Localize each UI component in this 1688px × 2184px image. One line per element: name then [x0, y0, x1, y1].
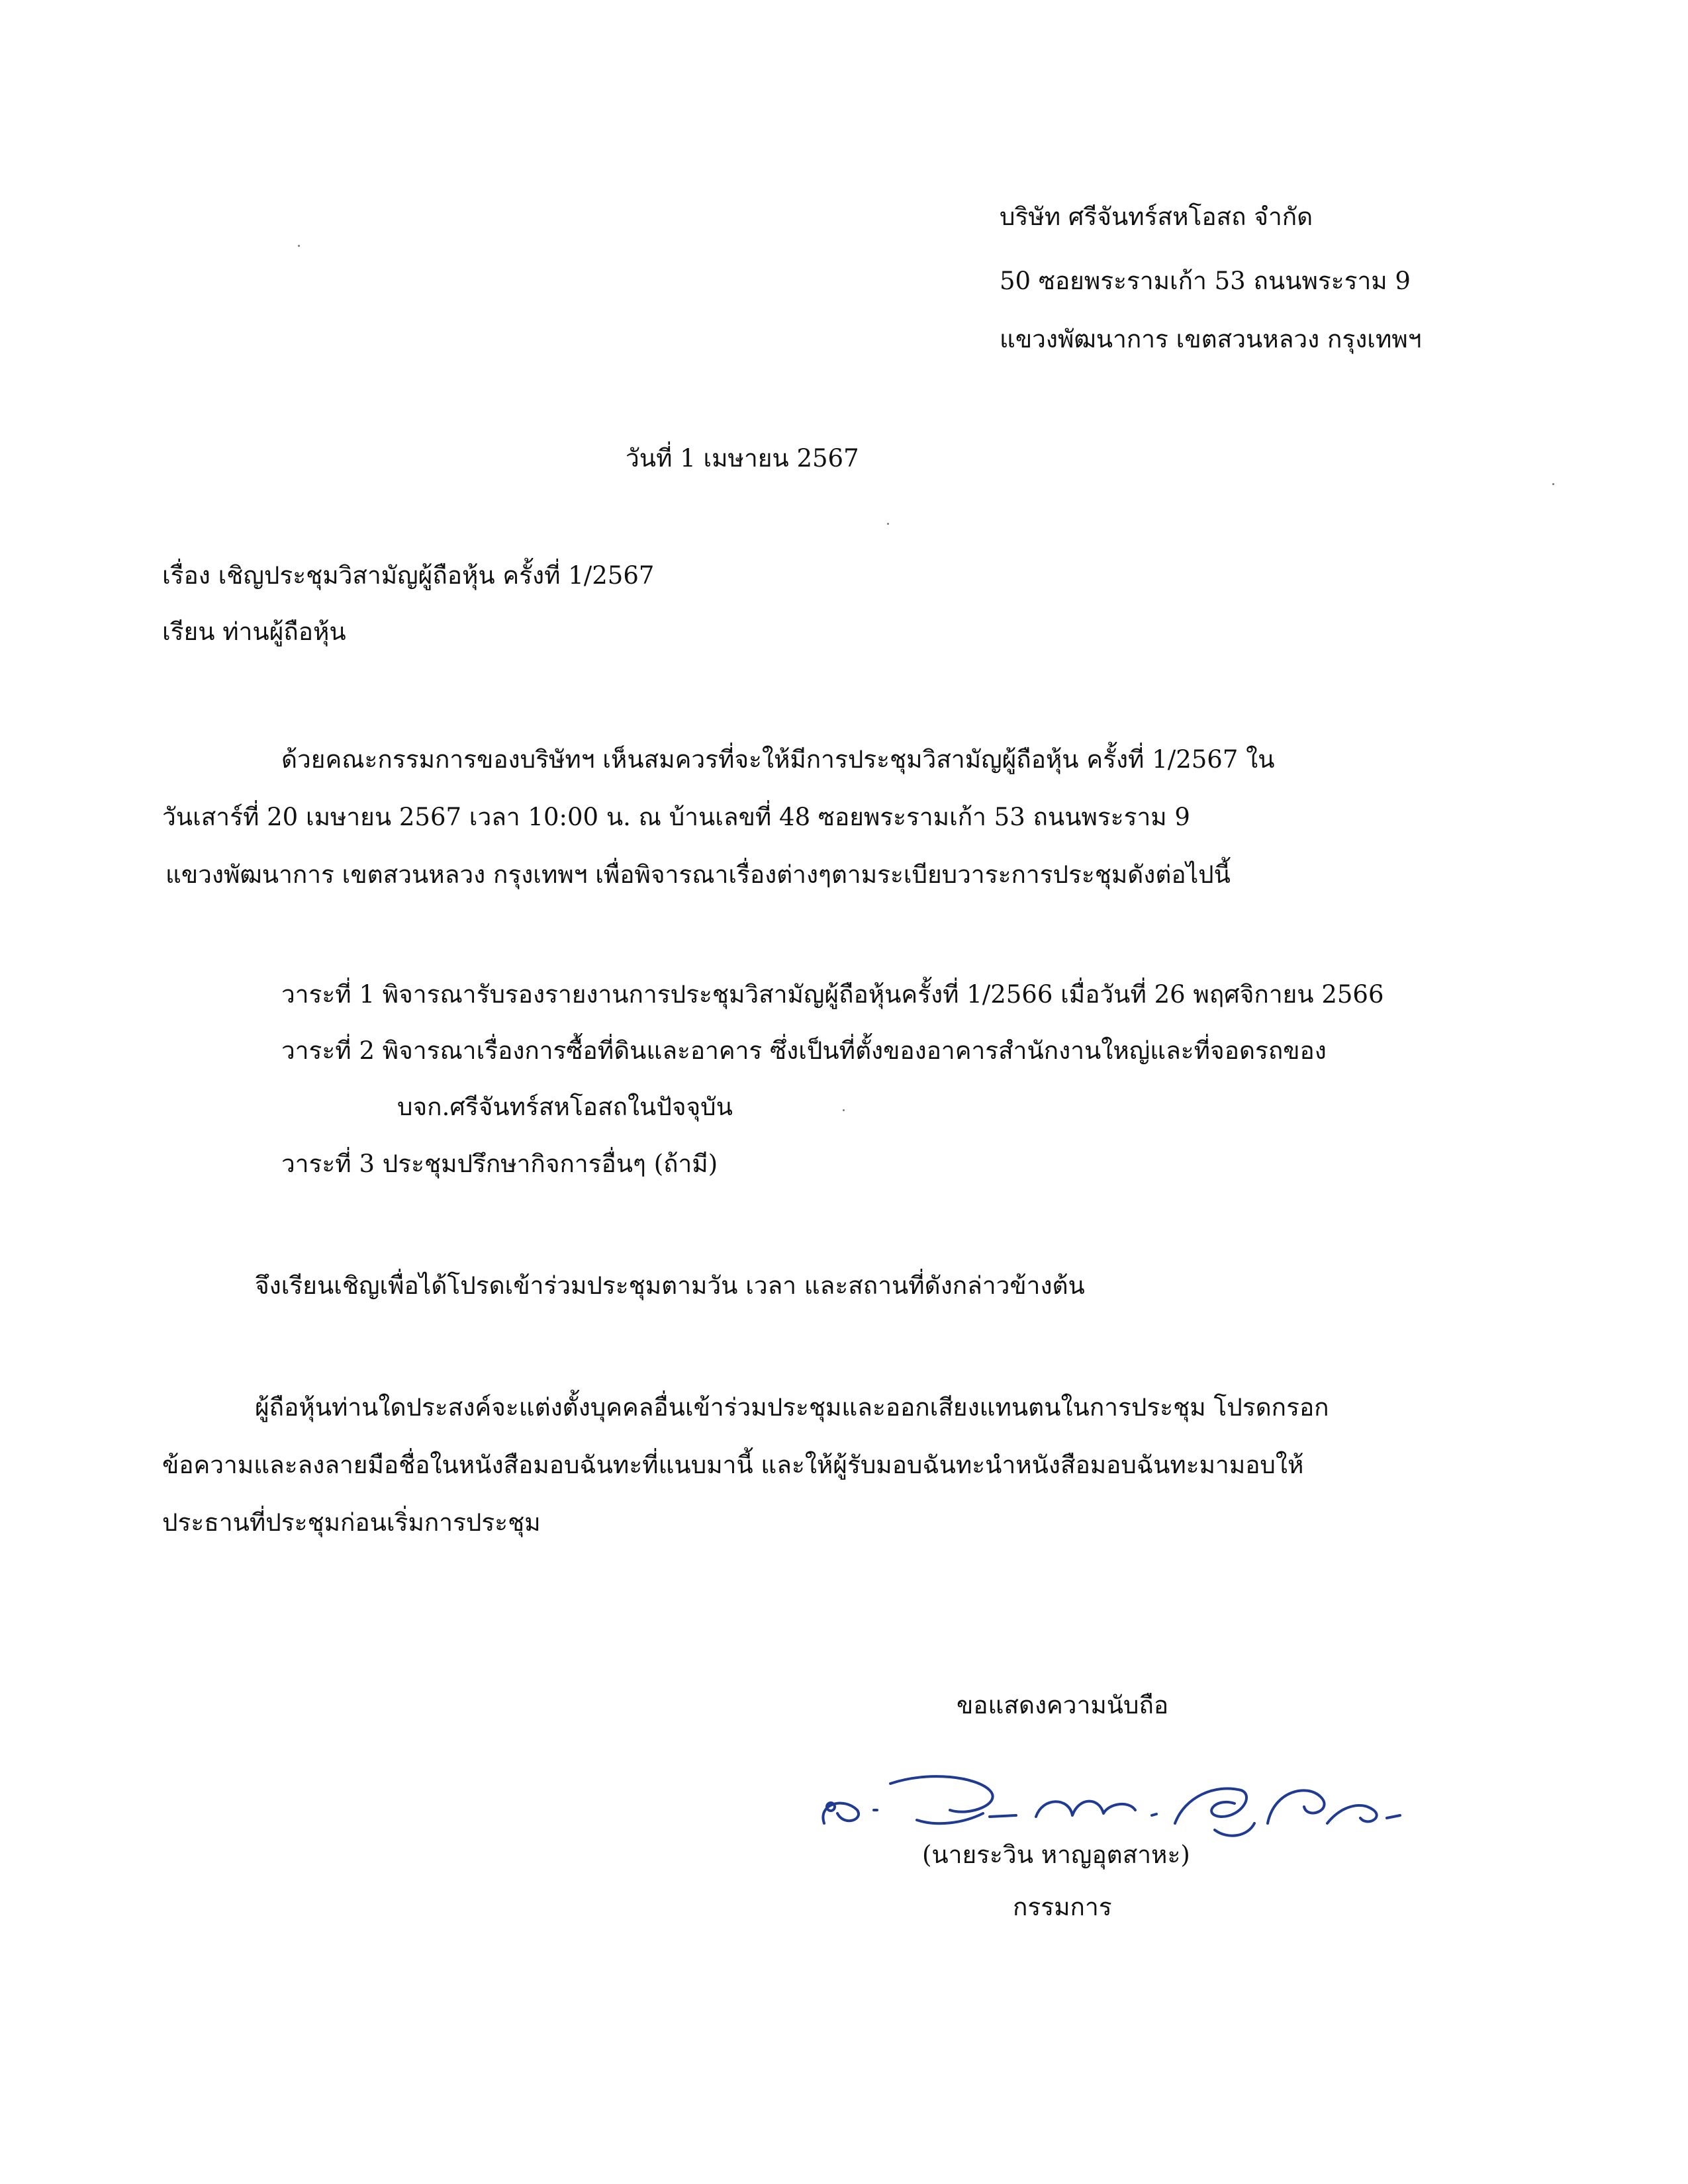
- intro-line-2: วันเสาร์ที่ 20 เมษายน 2567 เวลา 10:00 น. ณ บ้านเลขที่ 48 ซอยพระรามเก้า 53 ถนนพระราม 9: [162, 803, 1190, 831]
- agenda-item-1: วาระที่ 1 พิจารณารับรองรายงานการประชุมวิสามัญผู้ถือหุ้นครั้งที่ 1/2566 เมื่อวันที่ 26 พฤศจิกายน 2566: [281, 980, 1384, 1009]
- proxy-line-3: ประธานที่ประชุมก่อนเริ่มการประชุม: [162, 1508, 541, 1537]
- company-address-line1: 50 ซอยพระรามเก้า 53 ถนนพระราม 9: [1000, 267, 1411, 295]
- agenda-item-2-continuation: บจก.ศรีจันทร์สหโอสถในปัจจุบัน: [397, 1093, 733, 1121]
- intro-line-1: ด้วยคณะกรรมการของบริษัทฯ เห็นสมควรที่จะให้มีการประชุมวิสามัญผู้ถือหุ้น ครั้งที่ 1/2567 ใน: [281, 745, 1275, 774]
- subject-line: เรื่อง เชิญประชุมวิสามัญผู้ถือหุ้น ครั้งที่ 1/2567: [162, 561, 655, 590]
- letter-date: วันที่ 1 เมษายน 2567: [626, 444, 859, 473]
- proxy-line-1: ผู้ถือหุ้นท่านใดประสงค์จะแต่งตั้งบุคคลอื่นเข้าร่วมประชุมและออกเสียงแทนตนในการประชุม โปรดกรอก: [255, 1393, 1329, 1422]
- scan-speck: [887, 523, 889, 525]
- scan-speck: [1552, 483, 1554, 485]
- salutation-line: เรียน ท่านผู้ถือหุ้น: [162, 617, 346, 646]
- signature-image: [818, 1744, 1413, 1843]
- scan-speck: [298, 245, 300, 247]
- agenda-item-2: วาระที่ 2 พิจารณาเรื่องการซื้อที่ดินและอาคาร ซึ่งเป็นที่ตั้งของอาคารสำนักงานใหญ่และที่จอดรถของ: [281, 1036, 1327, 1065]
- signer-name: (นายระวิน หาญอุตสาหะ): [922, 1841, 1190, 1869]
- invitation-line: จึงเรียนเชิญเพื่อได้โปรดเข้าร่วมประชุมตามวัน เวลา และสถานที่ดังกล่าวข้างต้น: [255, 1271, 1085, 1300]
- agenda-item-3: วาระที่ 3 ประชุมปรึกษากิจการอื่นๆ (ถ้ามี): [281, 1150, 718, 1178]
- closing-line: ขอแสดงความนับถือ: [957, 1691, 1169, 1719]
- intro-line-3: แขวงพัฒนาการ เขตสวนหลวง กรุงเทพฯ เพื่อพิจารณาเรื่องต่างๆตามระเบียบวาระการประชุมดังต่อไปนี้: [165, 860, 1231, 889]
- company-address-line2: แขวงพัฒนาการ เขตสวนหลวง กรุงเทพฯ: [1000, 325, 1422, 353]
- scan-speck: [843, 1109, 845, 1111]
- signer-title: กรรมการ: [1013, 1893, 1112, 1921]
- proxy-line-2: ข้อความและลงลายมือชื่อในหนังสือมอบฉันทะที่แนบมานี้ และให้ผู้รับมอบฉันทะนำหนังสือมอบฉันทะมามอบให้: [162, 1451, 1304, 1479]
- company-name: บริษัท ศรีจันทร์สหโอสถ จำกัด: [1000, 203, 1313, 231]
